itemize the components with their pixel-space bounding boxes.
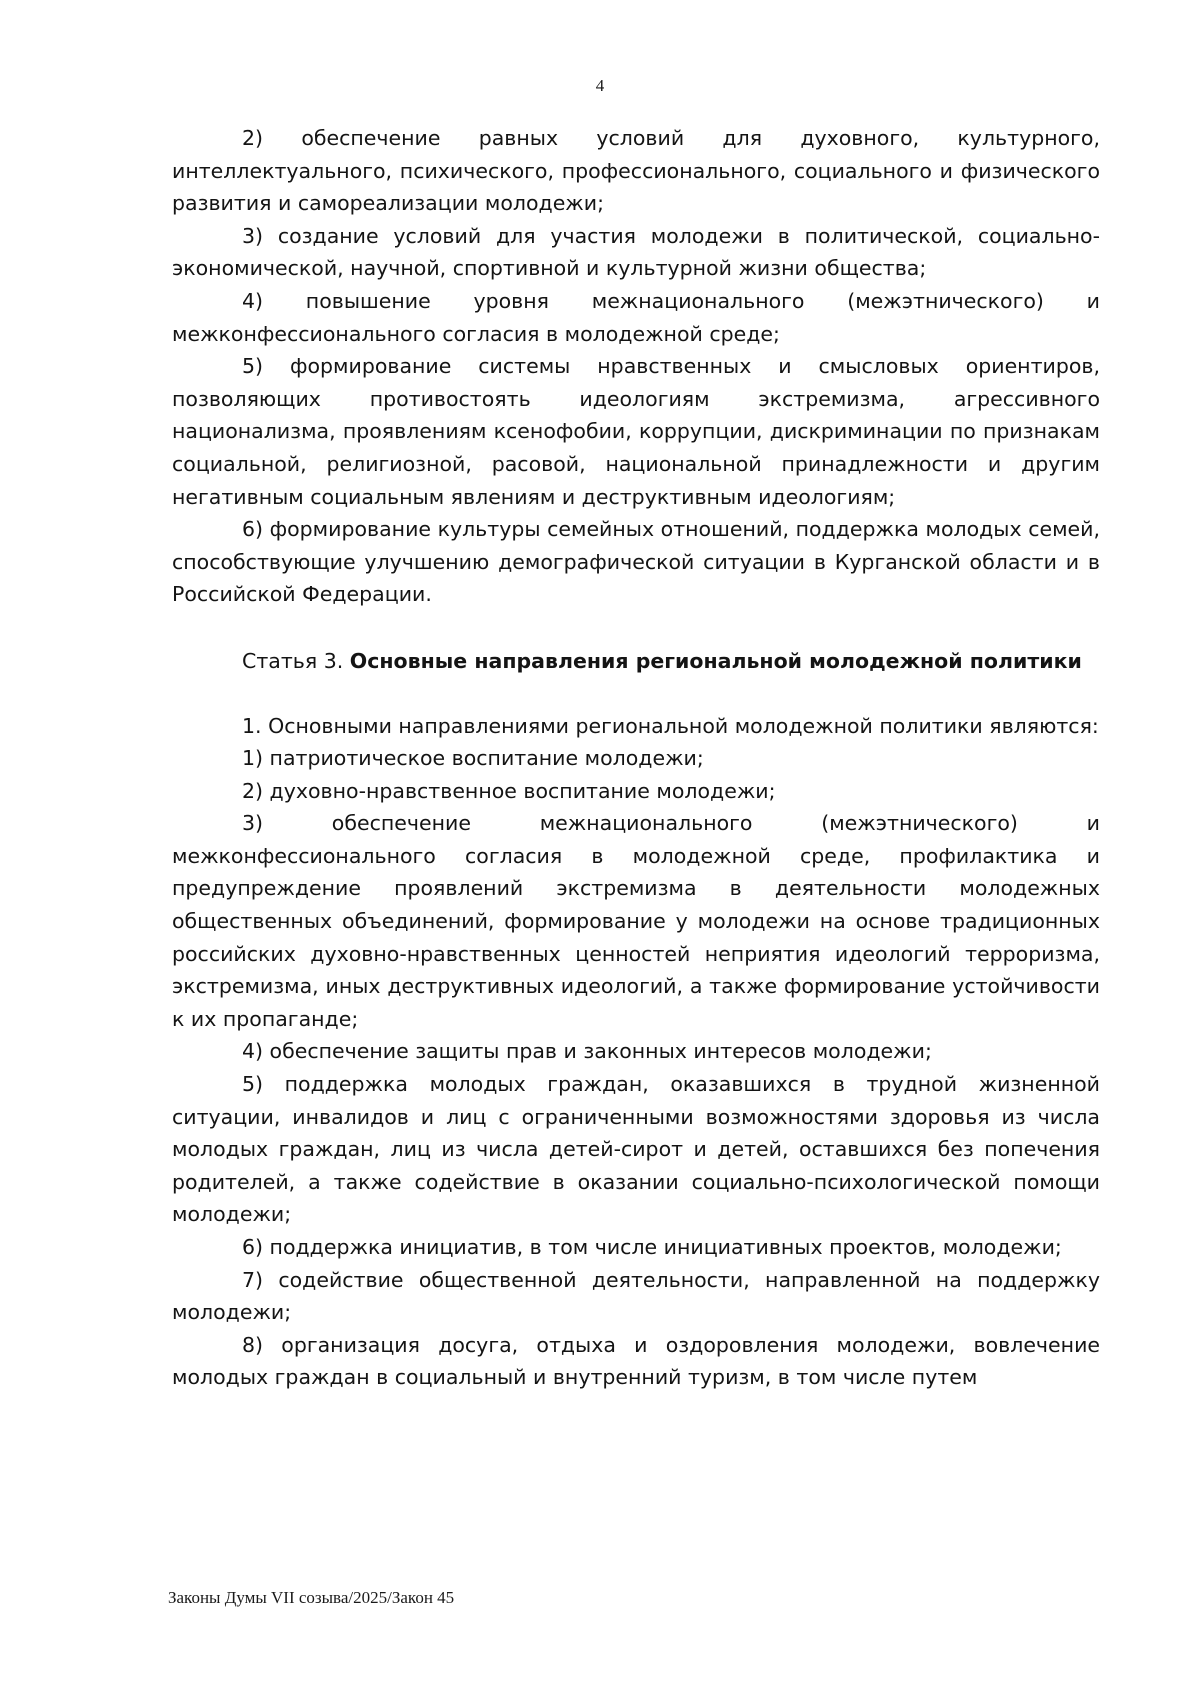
article-label: Статья 3. bbox=[242, 648, 344, 673]
clause-paragraph: 1. Основными направлениями региональной молодежной политики являются: bbox=[242, 713, 1099, 738]
list-item: 1) патриотическое воспитание молодежи; bbox=[242, 746, 704, 771]
document-body bbox=[172, 122, 1100, 1394]
list-item: 6) формирование культуры семейных отношений, поддержка молодых семей, способствующие улучшению демографической ситуации в Курганской области и в Российской Федерации. bbox=[172, 517, 1100, 607]
list-item: 2) обеспечение равных условий для духовного, культурного, интеллектуального, психического, профессионального, социального и физического развития и самореализации молодежи; bbox=[172, 126, 1100, 216]
list-item: 4) обеспечение защиты прав и законных интересов молодежи; bbox=[242, 1039, 932, 1064]
article-title: Основные направления региональной молодежной политики bbox=[349, 648, 1082, 673]
list-item: 8) организация досуга, отдыха и оздоровления молодежи, вовлечение молодых граждан в социальный и внутренний туризм, в том числе путем bbox=[172, 1332, 1100, 1390]
list-item: 7) содействие общественной деятельности, направленной на поддержку молодежи; bbox=[172, 1267, 1100, 1325]
list-item: 3) обеспечение межнационального (межэтнического) и межконфессионального согласия в молодежной среде, профилактика и предупреждение проявлений экстремизма в деятельности молодежных общественных объединений, формирование у молодежи на основе традиционных российских духовно-нравственных ценностей неприятия идеологий терроризма, экстремизма, иных деструктивных идеологий, а также формирование устойчивости к их пропаганде; bbox=[172, 811, 1100, 1031]
list-item: 5) формирование системы нравственных и смысловых ориентиров, позволяющих противостоять идеологиям экстремизма, агрессивного национализма, проявлениям ксенофобии, коррупции, дискриминации по признакам социальной, религиозной, расовой, национальной принадлежности и другим негативным социальным явлениям и деструктивным идеологиям; bbox=[172, 354, 1100, 509]
list-item: 4) повышение уровня межнационального (межэтнического) и межконфессионального согласия в молодежной среде; bbox=[172, 288, 1100, 346]
article-heading bbox=[172, 645, 1100, 678]
list-item: 3) создание условий для участия молодежи в политической, социально-экономической, научной, спортивной и культурной жизни общества; bbox=[172, 223, 1100, 281]
list-item: 5) поддержка молодых граждан, оказавшихся в трудной жизненной ситуации, инвалидов и лиц с ограниченными возможностями здоровья из числа молодых граждан, лиц из числа детей-сирот и детей, оставшихся без попечения родителей, а также содействие в оказании социально-психологической помощи молодежи; bbox=[172, 1072, 1100, 1227]
list-item: 6) поддержка инициатив, в том числе инициативных проектов, молодежи; bbox=[242, 1235, 1062, 1259]
page-number: 4 bbox=[595, 76, 605, 95]
list-item: 2) духовно-нравственное воспитание молодежи; bbox=[242, 778, 776, 803]
document-footer: Законы Думы VII созыва/2025/Закон 45 bbox=[168, 1588, 455, 1607]
